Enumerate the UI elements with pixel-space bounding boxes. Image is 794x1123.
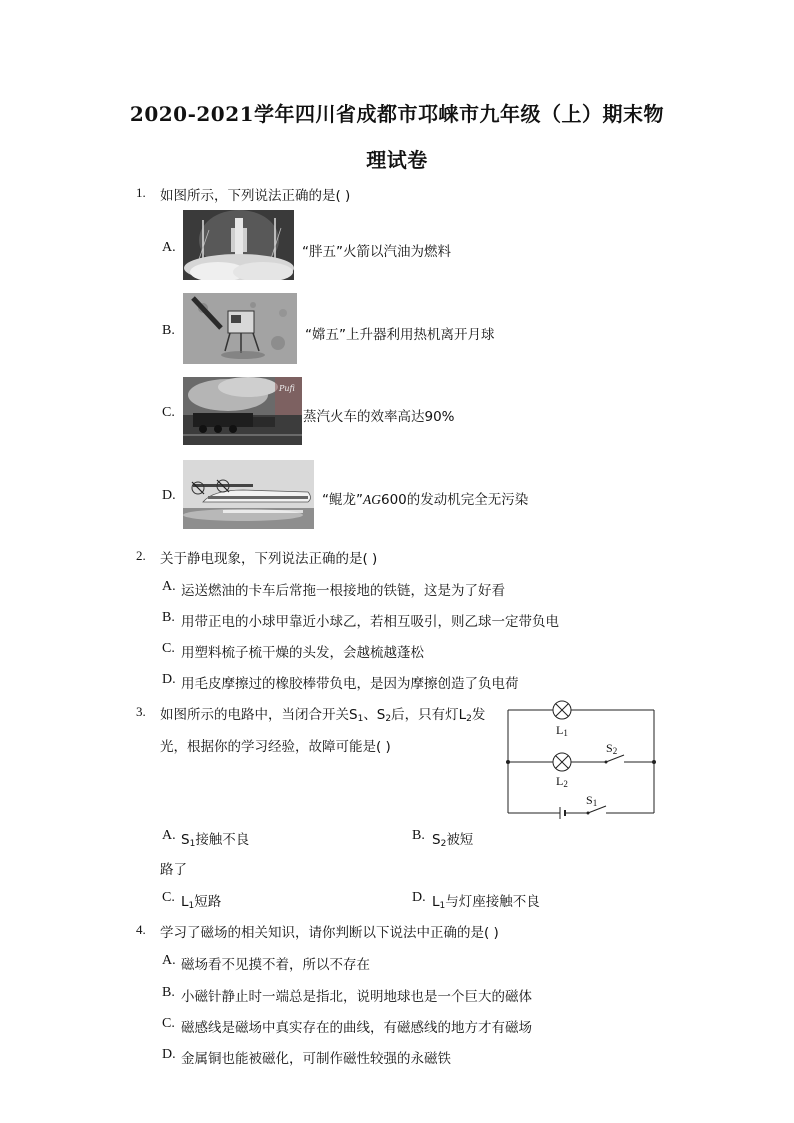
q3-option-b-sub: 2 [440, 839, 447, 849]
rocket-launch-image [183, 210, 294, 280]
lamp-l1-label [556, 723, 568, 738]
switch-s2-label-sub: 2 [612, 746, 618, 756]
switch-s1-label [586, 793, 597, 808]
q3-option-a-text [181, 828, 249, 849]
circuit-diagram [500, 695, 660, 820]
q3-option-b-wrap: 路了 [160, 862, 187, 878]
q3-option-c-letter: C. [162, 890, 175, 905]
q1-option-c-letter: C. [162, 405, 175, 420]
q1-number: 1. [136, 185, 146, 200]
q4-option-a-text: 磁场看不见摸不着，所以不存在 [181, 957, 370, 973]
q4-stem: 学习了磁场的相关知识，请你判断以下说法中正确的是( ) [160, 925, 499, 941]
q2-option-c-text: 用塑料梳子梳干燥的头发，会越梳越蓬松 [181, 645, 424, 661]
steam-train-image [183, 377, 302, 445]
q3-option-b-text [432, 828, 473, 849]
q3-option-c-pre: L [181, 894, 189, 910]
q3-option-a-sub: 1 [189, 839, 196, 849]
q2-option-d-letter: D. [162, 672, 176, 687]
q1-option-d-letter: D. [162, 488, 176, 503]
q3-option-b-letter: B. [412, 828, 425, 843]
q3-option-b-post: 被短 [446, 832, 474, 848]
q4-option-d-text: 金属铜也能被磁化，可制作磁性较强的永磁铁 [181, 1051, 451, 1067]
q3-number: 3. [136, 704, 146, 719]
q1-stem: 如图所示，下列说法正确的是( ) [160, 188, 351, 204]
q4-option-d-letter: D. [162, 1047, 176, 1062]
q2-option-b-letter: B. [162, 610, 175, 625]
q3-stem-line2: 光，根据你的学习经验，故障可能是( ) [160, 739, 391, 755]
page-title: 2020-2021学年四川省成都市邛崃市九年级（上）期末物 [129, 102, 665, 126]
q4-option-c-letter: C. [162, 1016, 175, 1031]
lunar-ascender-image [183, 293, 297, 364]
train-logo-icon: Pufi [279, 384, 295, 393]
lamp-l1-label-main: L [556, 723, 564, 737]
q3-stem [160, 703, 485, 724]
q2-stem: 关于静电现象，下列说法正确的是( ) [160, 551, 378, 567]
seaplane-image [183, 460, 314, 529]
q3-option-c-sub: 1 [188, 901, 195, 911]
lamp-l2-label-sub: 2 [563, 779, 568, 789]
q1-option-d-text-em: AG [363, 492, 381, 507]
switch-s1-label-main: S [586, 793, 593, 807]
q3-option-a-letter: A. [162, 828, 176, 843]
q3-stem-sub1: 1 [357, 714, 364, 724]
q2-option-c-letter: C. [162, 641, 175, 656]
q3-stem-c: 后，只有灯L [391, 707, 467, 723]
q1-option-d-text-pre: “鲲龙” [322, 492, 363, 508]
q2-option-d-text: 用毛皮摩擦过的橡胶棒带负电，是因为摩擦创造了负电荷 [181, 676, 519, 692]
q3-option-d-pre: L [432, 894, 440, 910]
q1-option-c-text: 蒸汽火车的效率高达90% [303, 409, 455, 425]
q3-option-a-pre: S [181, 832, 190, 848]
q4-option-b-letter: B. [162, 985, 175, 1000]
switch-s1-label-sub: 1 [592, 798, 598, 808]
q4-number: 4. [136, 922, 146, 937]
q3-stem-d: 发 [471, 707, 486, 723]
switch-s2-label [606, 741, 617, 756]
q2-option-b-text: 用带正电的小球甲靠近小球乙，若相互吸引，则乙球一定带负电 [181, 614, 559, 630]
q3-stem-sub3: 2 [466, 714, 472, 724]
q3-stem-sub2: 2 [385, 714, 392, 724]
q1-option-b-letter: B. [162, 323, 175, 338]
lamp-l2-label-main: L [556, 774, 564, 788]
q1-option-b-text: “嫦五”上升器利用热机离开月球 [305, 327, 495, 343]
lamp-l1-label-sub: 1 [563, 728, 568, 738]
q3-stem-b: 、S [363, 707, 386, 723]
q3-option-c-text [181, 890, 221, 911]
q1-option-a-letter: A. [162, 240, 176, 255]
q3-option-d-post: 与灯座接触不良 [445, 894, 540, 910]
switch-s2-label-main: S [606, 741, 613, 755]
q2-number: 2. [136, 548, 146, 563]
q1-option-d-text [322, 488, 528, 508]
lamp-l2-label [556, 774, 568, 789]
lamp-l2-icon [553, 753, 571, 771]
q3-option-b-pre: S [432, 832, 441, 848]
q4-option-c-text: 磁感线是磁场中真实存在的曲线，有磁感线的地方才有磁场 [181, 1020, 532, 1036]
q3-option-d-sub: 1 [439, 901, 446, 911]
q3-option-d-text [432, 890, 540, 911]
page-title-line2: 理试卷 [366, 148, 428, 172]
q2-option-a-text: 运送燃油的卡车后常拖一根接地的铁链，这是为了好看 [181, 583, 505, 599]
lamp-l1-icon [553, 701, 571, 719]
q1-option-a-text: “胖五”火箭以汽油为燃料 [302, 244, 451, 260]
q3-stem-a: 如图所示的电路中，当闭合开关S [160, 707, 358, 723]
q3-option-c-post: 短路 [194, 894, 222, 910]
q4-option-b-text: 小磁针静止时一端总是指北，说明地球也是一个巨大的磁体 [181, 989, 532, 1005]
q2-option-a-letter: A. [162, 579, 176, 594]
q1-option-d-text-post: 600的发动机完全无污染 [381, 492, 529, 508]
q3-option-a-post: 接触不良 [195, 832, 250, 848]
q4-option-a-letter: A. [162, 953, 176, 968]
q3-option-d-letter: D. [412, 890, 426, 905]
